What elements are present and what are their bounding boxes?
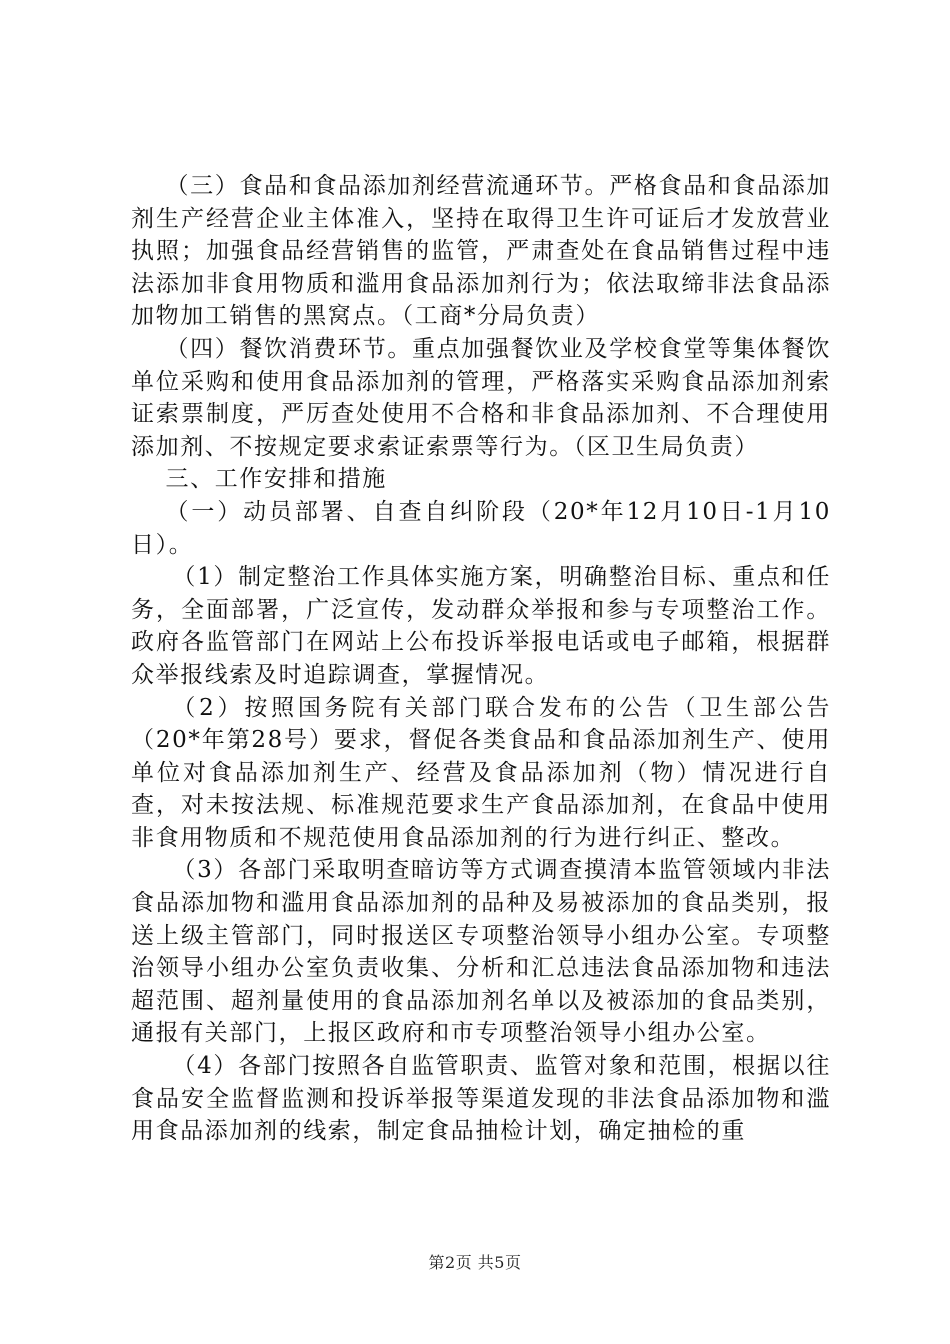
section-heading: 三、工作安排和措施 [165, 466, 387, 493]
paragraph: （1）制定整治工作具体实施方案，明确整治目标、重点和任务，全面部署，广泛宣传，发动群众举报和参与专项整治工作。政府各监管部门在网站上公布投诉举报电话或电子邮箱，根据群众举报线索及时追踪调查，掌握情况。 [131, 564, 831, 688]
paragraph: （2）按照国务院有关部门联合发布的公告（卫生部公告（20*年第28号）要求，督促各类食品和食品添加剂生产、使用单位对食品添加剂生产、经营及食品添加剂（物）情况进行自查，对未按法规、标准规范要求生产食品添加剂，在食品中使用非食用物质和不规范使用食品添加剂的行为进行纠正、整改。 [131, 694, 831, 851]
paragraph: （3）各部门采取明查暗访等方式调查摸清本监管领域内非法食品添加物和滥用食品添加剂的品种及易被添加的食品类别，报送上级主管部门，同时报送区专项整治领导小组办公室。专项整治领导小组办公室负责收集、分析和汇总违法食品添加物和违法超范围、超剂量使用的食品添加剂名单以及被添加的食品类别，通报有关部门，上报区政府和市专项整治领导小组办公室。 [131, 857, 831, 1047]
paragraph: （三）食品和食品添加剂经营流通环节。严格食品和食品添加剂生产经营企业主体准入，坚持在取得卫生许可证后才发放营业执照；加强食品经营销售的监管，严肃查处在食品销售过程中违法添加非食用物质和滥用食品添加剂行为；依法取缔非法食品添加物加工销售的黑窝点。（工商*分局负责） [131, 173, 831, 330]
subsection-heading: （一）动员部署、自查自纠阶段（20*年12月10日-1月10日）。 [131, 498, 831, 558]
page-number-label: 第2页 共5页 [428, 1253, 522, 1272]
document-body [131, 170, 831, 1148]
paragraph: （四）餐饮消费环节。重点加强餐饮业及学校食堂等集体餐饮单位采购和使用食品添加剂的管理，严格落实采购食品添加剂索证索票制度，严厉查处使用不合格和非食品添加剂、不合理使用添加剂、不按规定要求索证索票等行为。（区卫生局负责） [131, 335, 831, 460]
paragraph: （4）各部门按照各自监管职责、监管对象和范围，根据以往食品安全监督监测和投诉举报等渠道发现的非法食品添加物和滥用食品添加剂的线索，制定食品抽检计划，确定抽检的重 [131, 1053, 831, 1145]
page-footer [0, 1250, 950, 1273]
